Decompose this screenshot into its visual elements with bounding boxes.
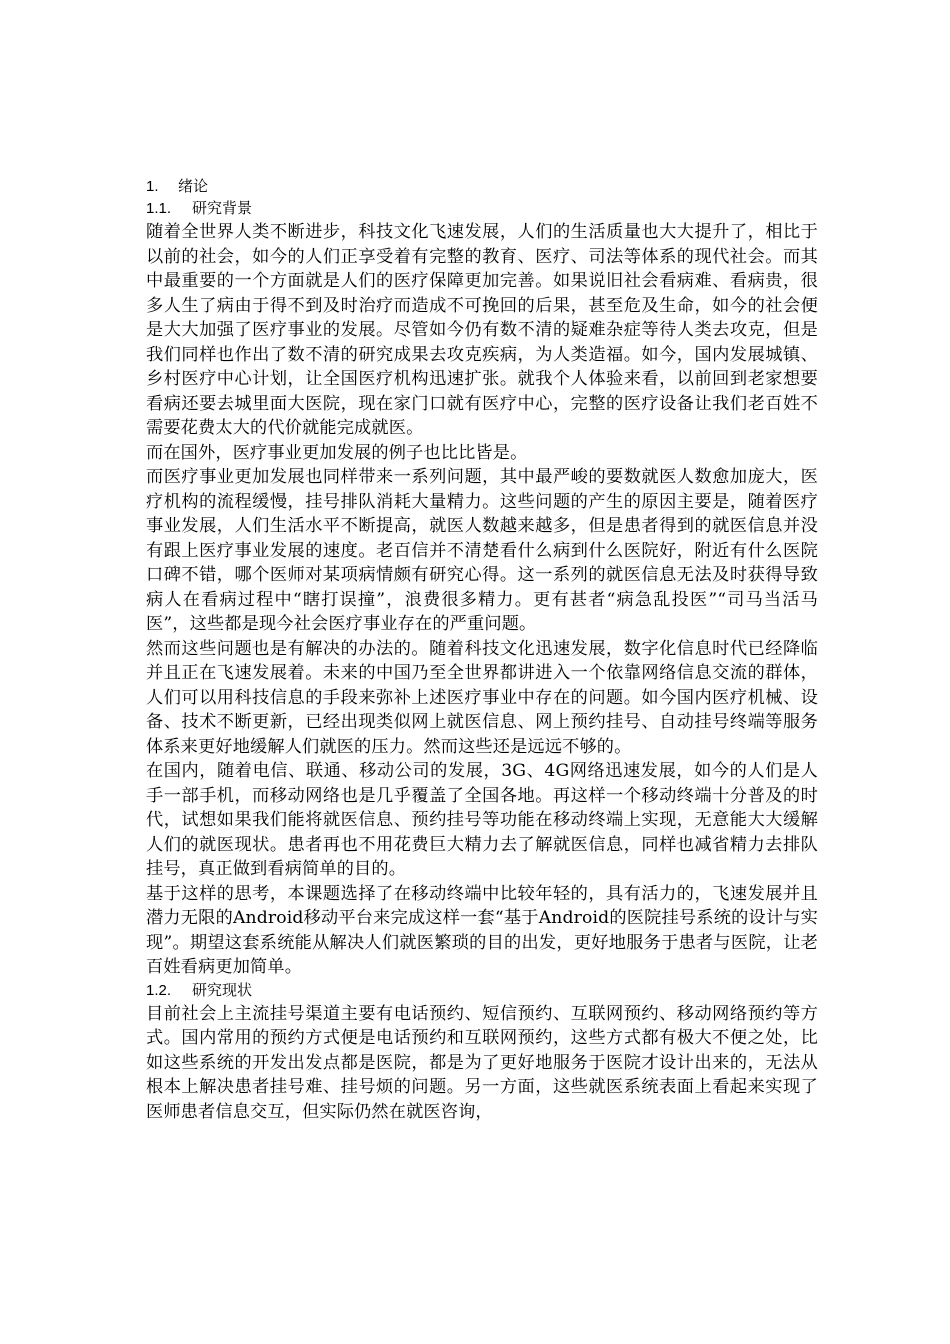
section-number: 1.2.: [146, 981, 172, 999]
chapter-title: 绪论: [178, 178, 209, 195]
section-title: 研究背景: [192, 200, 253, 217]
paragraph: 随着全世界人类不断进步，科技文化飞速发展，人们的生活质量也大大提升了，相比于以前的社会，如今的人们正享受着有完整的教育、医疗、司法等体系的现代社会。而其中最重要的一个方面就是人们的医疗保障更加完善。如果说旧社会看病难、看病贵，很多人生了病由于得不到及时治疗而造成不可挽回的后果，甚至危及生命，如今的社会便是大大加强了医疗事业的发展。尽管如今仍有数不清的疑难杂症等待人类去攻克，但是我们同样也作出了数不清的研究成果去攻克疾病，为人类造福。如今，国内发展城镇、乡村医疗中心计划，让全国医疗机构迅速扩张。就我个人体验来看，以前回到老家想要看病还要去城里面大医院，现在家门口就有医疗中心，完整的医疗设备让我们老百姓不需要花费太大的代价就能完成就医。: [146, 222, 818, 438]
section-heading-status: [146, 980, 818, 1002]
section-title: 研究现状: [192, 981, 253, 999]
section-heading-background: [146, 198, 818, 220]
chapter-heading: [146, 176, 818, 198]
paragraph: 基于这样的思考，本课题选择了在移动终端中比较年轻的，具有活力的，飞速发展并且潜力无限的Android移动平台来完成这样一套“基于Android的医院挂号系统的设计与实现”。期望这套系统能从解决人们就医繁琐的目的出发，更好地服务于患者与医院，让老百姓看病更加简单。: [146, 883, 818, 977]
section-number: 1.1.: [146, 200, 172, 217]
paragraph: 目前社会上主流挂号渠道主要有电话预约、短信预约、互联网预约、移动网络预约等方式。国内常用的预约方式便是电话预约和互联网预约，这些方式都有极大不便之处，比如这些系统的开发出发点都是医院，都是为了更好地服务于医院才设计出来的，无法从根本上解决患者挂号难、挂号烦的问题。另一方面，这些就医系统表面上看起来实现了医师患者信息交互，但实际仍然在就医咨询，: [146, 1003, 818, 1122]
chapter-number: 1.: [146, 178, 159, 195]
paragraph: 在国内，随着电信、联通、移动公司的发展，3G、4G网络迅速发展，如今的人们是人手一部手机，而移动网络也是几乎覆盖了全国各地。再这样一个移动终端十分普及的时代，试想如果我们能将就医信息、预约挂号等功能在移动终端上实现，无意能大大缓解人们的就医现状。患者再也不用花费巨大精力去了解就医信息，同样也减省精力去排队挂号，真正做到看病简单的目的。: [146, 761, 818, 879]
paragraph: 而在国外，医疗事业更加发展的例子也比比皆是。: [146, 442, 528, 463]
paragraph: 而医疗事业更加发展也同样带来一系列问题，其中最严峻的要数就医人数愈加庞大，医疗机构的流程缓慢，挂号排队消耗大量精力。这些问题的产生的原因主要是，随着医疗事业发展，人们生活水平不断提高，就医人数越来越多，但是患者得到的就医信息并没有跟上医疗事业发展的速度。老百信并不清楚看什么病到什么医院好，附近有什么医院口碑不错，哪个医师对某项病情颇有研究心得。这一系列的就医信息无法及时获得导致病人在看病过程中“瞎打误撞”，浪费很多精力。更有甚者“病急乱投医”“司马当活马医”，这些都是现今社会医疗事业存在的严重问题。: [146, 467, 818, 634]
paragraph: 然而这些问题也是有解决的办法的。随着科技文化迅速发展，数字化信息时代已经降临并且正在飞速发展着。未来的中国乃至全世界都讲进入一个依靠网络信息交流的群体，人们可以用科技信息的手段来弥补上述医疗事业中存在的问题。如今国内医疗机械、设备、技术不断更新，已经出现类似网上就医信息、网上预约挂号、自动挂号终端等服务体系来更好地缓解人们就医的压力。然而这些还是远远不够的。: [146, 638, 818, 757]
document-body: [146, 176, 818, 1124]
